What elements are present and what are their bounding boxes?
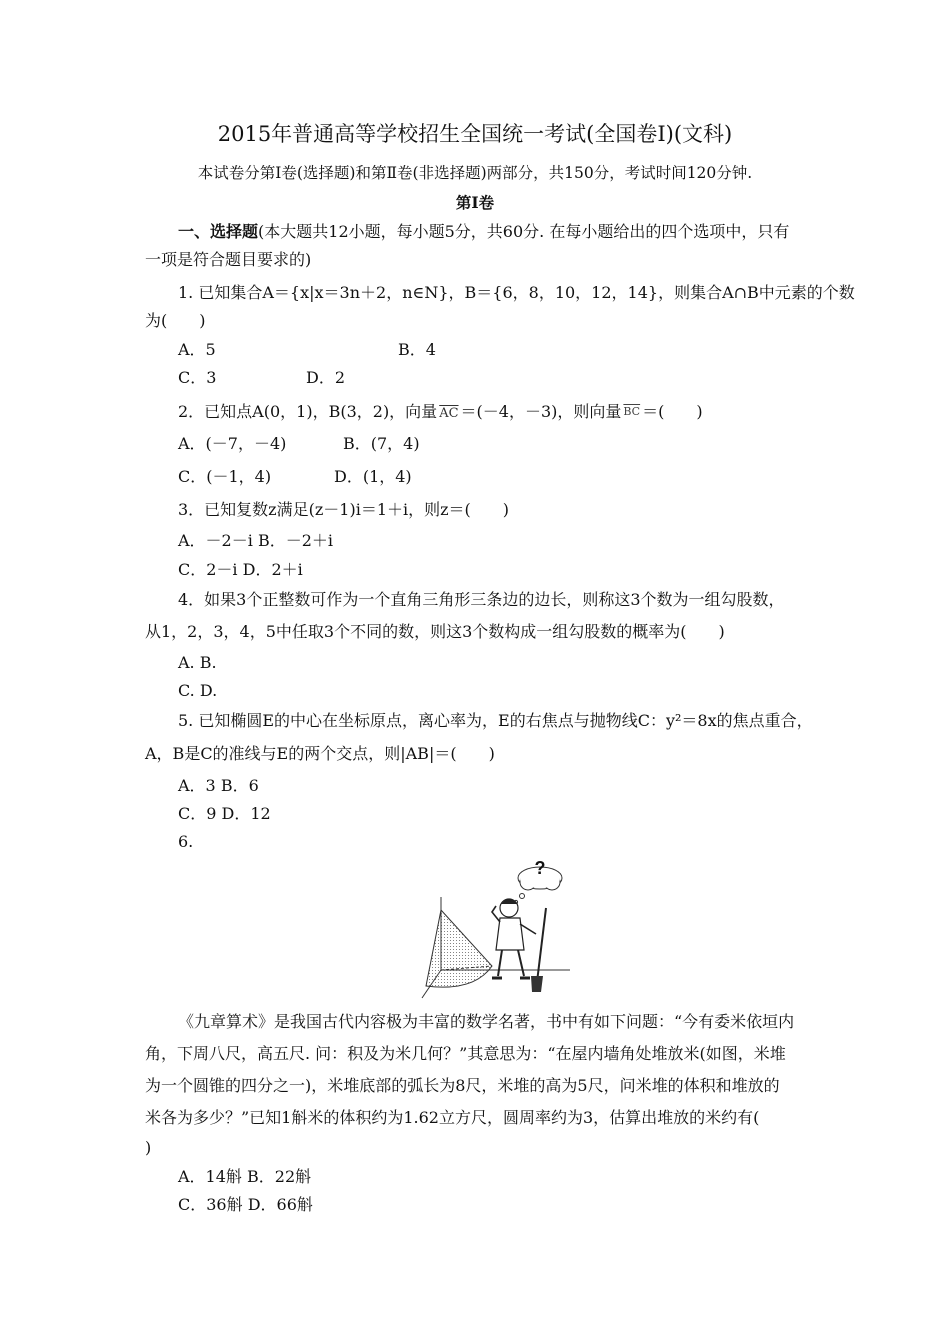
exam-intro: 本试卷分第Ⅰ卷(选择题)和第Ⅱ卷(非选择题)两部分，共150分，考试时间120分钟. bbox=[197, 164, 753, 182]
volume-heading: 第Ⅰ卷 bbox=[455, 193, 495, 212]
question-mark: ? bbox=[534, 858, 546, 878]
q3-options-ab: A．－2－i B．－2＋i bbox=[178, 531, 333, 550]
q2-stem-part2: ＝(－4，－3)，则向量 bbox=[460, 402, 622, 421]
section-desc-cont: 一项是符合题目要求的) bbox=[145, 250, 312, 269]
q4-options-cd: C. D. bbox=[178, 681, 218, 700]
q5-options-cd: C．9 D．12 bbox=[178, 804, 271, 823]
q1-option-d: D．2 bbox=[306, 368, 346, 387]
q1-stem: 1. 已知集合A＝{x|x＝3n＋2，n∈N}，B＝{6，8，10，12，14}，则集合A∩B中元素的个数 bbox=[178, 283, 855, 302]
q6-options-cd: C．36斛 D．66斛 bbox=[178, 1195, 313, 1214]
page-title: 2015年普通高等学校招生全国统一考试(全国卷Ⅰ)(文科) bbox=[217, 122, 733, 146]
q6-stem-line2: 角，下周八尺，高五尺. 问：积及为米几何？”其意思为：“在屋内墙角处堆放米(如图，米堆 bbox=[145, 1044, 786, 1063]
q2-stem-part1: 2．已知点A(0，1)，B(3，2)，向量 bbox=[178, 402, 438, 421]
person-arm-left bbox=[492, 906, 500, 922]
shovel-handle bbox=[537, 908, 546, 982]
q6-options-ab: A．14斛 B．22斛 bbox=[178, 1167, 312, 1186]
section-heading-line bbox=[178, 222, 789, 242]
q4-stem: 4．如果3个正整数可作为一个直角三角形三条边的边长，则称这3个数为一组勾股数， bbox=[178, 590, 785, 609]
q5-options-ab: A．3 B．6 bbox=[178, 776, 259, 795]
q6-stem: 《九章算术》是我国古代内容极为丰富的数学名著，书中有如下问题：“今有委米依垣内 bbox=[178, 1012, 795, 1031]
vector-ac: $\overline{AC}$ bbox=[439, 406, 459, 421]
q2-option-a: A．(－7，－4) bbox=[178, 434, 287, 453]
q2-option-d: D．(1，4) bbox=[334, 467, 412, 486]
q6-number: 6. bbox=[178, 832, 194, 851]
person-body bbox=[496, 918, 524, 950]
q2-option-c: C．(－1，4) bbox=[178, 467, 272, 486]
q2-stem bbox=[178, 402, 703, 424]
section-heading: 一、选择题 bbox=[178, 222, 259, 241]
q4-options-ab: A. B. bbox=[178, 653, 217, 672]
shovel-blade bbox=[531, 976, 543, 992]
vector-bc: $\overline{BC}$ bbox=[623, 405, 641, 418]
rice-pile bbox=[426, 910, 492, 987]
q1-option-b: B．4 bbox=[398, 340, 436, 359]
q4-stem-cont: 从1，2，3，4，5中任取3个不同的数，则这3个数构成一组勾股数的概率为( ) bbox=[145, 622, 725, 641]
section-desc: (本大题共12小题，每小题5分，共60分. 在每小题给出的四个选项中，只有 bbox=[258, 222, 790, 241]
q6-stem-line4: 米各为多少？”已知1斛米的体积约为1.62立方尺，圆周率约为3，估算出堆放的米约有( bbox=[145, 1108, 760, 1127]
q1-option-a: A．5 bbox=[178, 340, 216, 359]
q2-option-b: B．(7，4) bbox=[343, 434, 420, 453]
q1-option-c: C．3 bbox=[178, 368, 217, 387]
q5-stem-cont: A，B是C的准线与E的两个交点，则|AB|＝( ) bbox=[145, 744, 495, 763]
q1-stem-cont: 为( ) bbox=[145, 311, 206, 330]
person-legs bbox=[498, 950, 524, 976]
q3-stem: 3．已知复数z满足(z－1)i＝1＋i，则z＝( ) bbox=[178, 500, 510, 519]
q3-options-cd: C．2－i D．2＋i bbox=[178, 560, 303, 579]
q6-stem-line5: ) bbox=[145, 1138, 152, 1157]
q2-stem-part3: ＝( ) bbox=[642, 402, 703, 421]
q6-stem-line3: 为一个圆锥的四分之一)，米堆底部的弧长为8尺，米堆的高为5尺，问米堆的体积和堆放的 bbox=[145, 1076, 780, 1095]
q5-stem: 5. 已知椭圆E的中心在坐标原点，离心率为，E的右焦点与抛物线C：y²＝8x的焦点重合， bbox=[178, 711, 813, 730]
thought-bubble-dot bbox=[520, 894, 525, 899]
rice-pile-figure bbox=[404, 852, 570, 1002]
